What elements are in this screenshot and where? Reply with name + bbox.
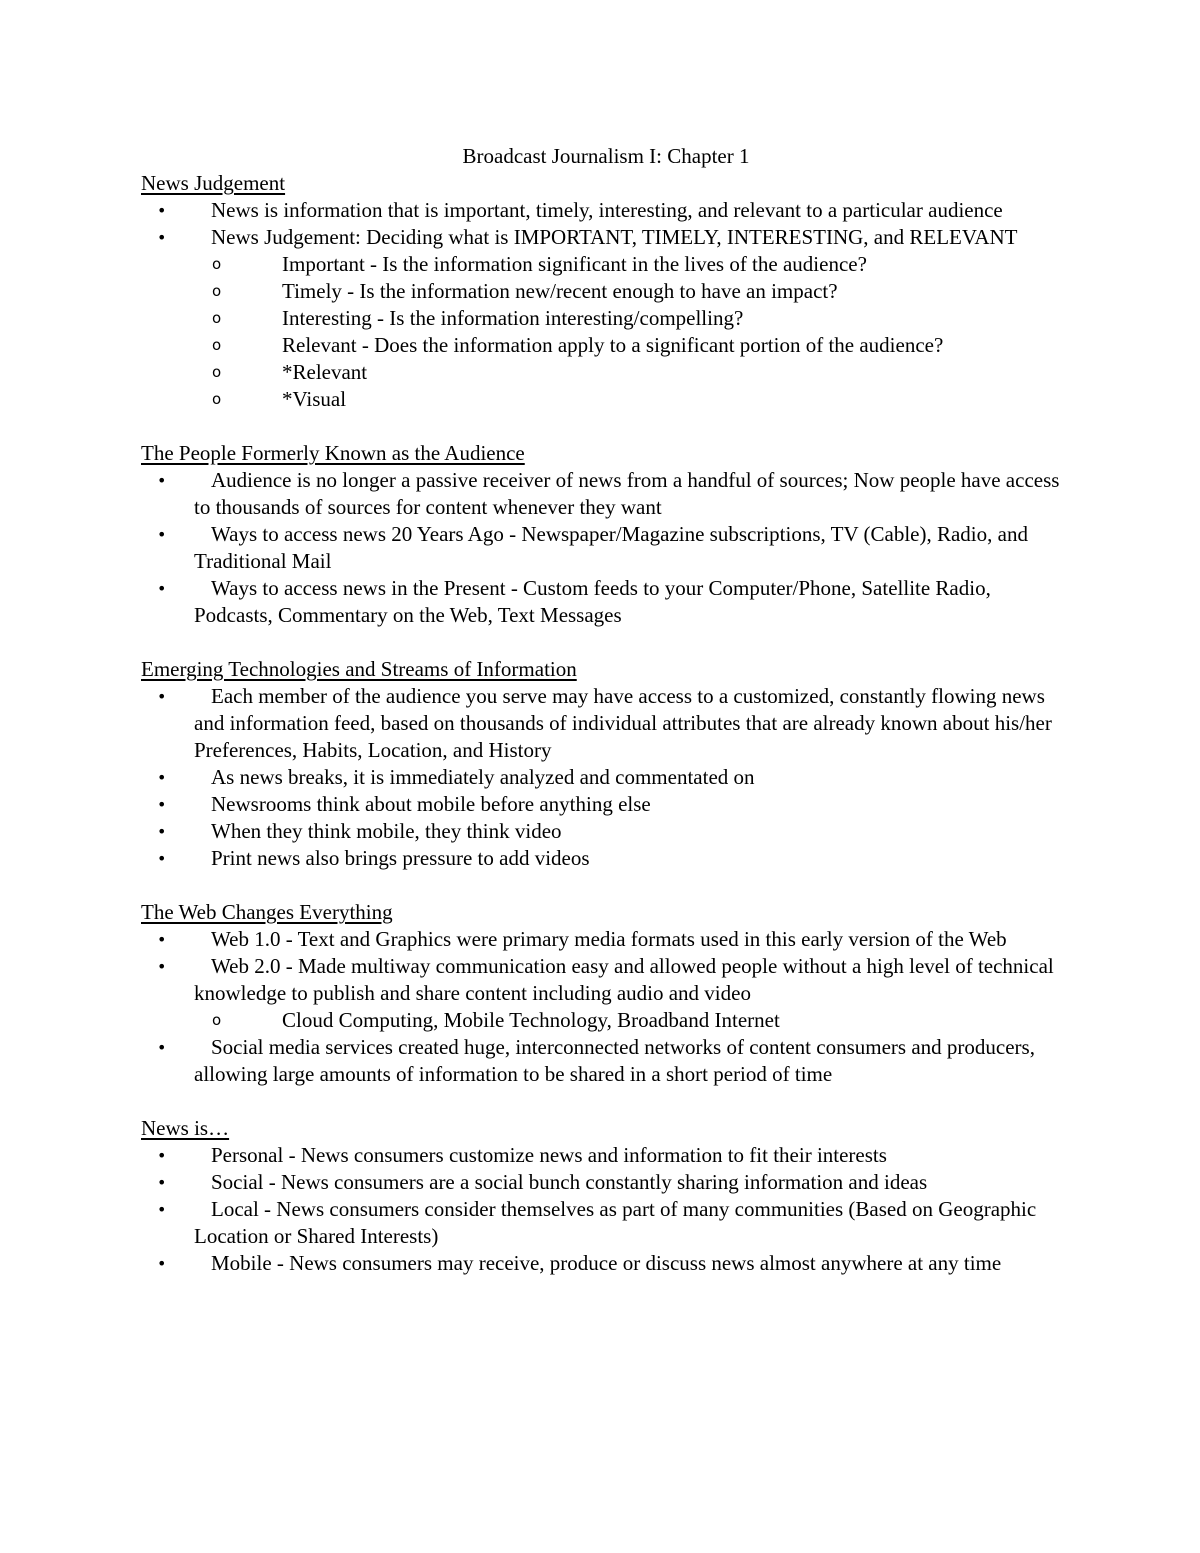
bullet-icon: • xyxy=(157,687,167,706)
list-item-text: As news breaks, it is immediately analyzed and commentated on xyxy=(211,765,755,789)
bullet-icon: • xyxy=(157,228,167,247)
list-item-text: Local - News consumers consider themselves as part of many communities (Based on Geographic Location or Shared Interests) xyxy=(194,1197,1037,1248)
sub-bullet-list xyxy=(194,1007,1071,1034)
list-item xyxy=(141,953,1071,1034)
list-item xyxy=(141,575,1071,629)
bullet-icon: • xyxy=(157,471,167,490)
section xyxy=(141,1115,1071,1277)
sub-list-item xyxy=(141,1007,1071,1034)
list-item xyxy=(141,1034,1071,1088)
section xyxy=(141,899,1071,1088)
bullet-icon: • xyxy=(157,957,167,976)
sub-list-item-text: Timely - Is the information new/recent enough to have an impact? xyxy=(282,279,838,303)
bullet-icon: • xyxy=(157,579,167,598)
bullet-list xyxy=(141,683,1071,872)
sub-list-item-text: *Visual xyxy=(282,387,347,411)
sub-list-item-text: Relevant - Does the information apply to a significant portion of the audience? xyxy=(282,333,944,357)
section xyxy=(141,440,1071,629)
sub-list-item-text: *Relevant xyxy=(282,360,368,384)
sub-list-item xyxy=(141,251,1071,278)
bullet-icon: • xyxy=(157,930,167,949)
sub-list-item-text: Cloud Computing, Mobile Technology, Broadband Internet xyxy=(282,1008,780,1032)
sub-list-item xyxy=(141,332,1071,359)
section-heading: The People Formerly Known as the Audience xyxy=(141,441,525,465)
list-item xyxy=(141,521,1071,575)
list-item xyxy=(141,791,1071,818)
circle-bullet-icon: o xyxy=(212,363,222,381)
list-item-text: News Judgement: Deciding what is IMPORTANT, TIMELY, INTERESTING, and RELEVANT xyxy=(211,225,1018,249)
list-item xyxy=(141,818,1071,845)
section xyxy=(141,170,1071,413)
circle-bullet-icon: o xyxy=(212,255,222,273)
list-item-text: Social - News consumers are a social bunch constantly sharing information and ideas xyxy=(211,1170,928,1194)
list-item-text: Newsrooms think about mobile before anything else xyxy=(211,792,651,816)
list-item-text: Ways to access news in the Present - Custom feeds to your Computer/Phone, Satellite Radio, Podcasts, Commentary on the Web, Text Messages xyxy=(194,576,991,627)
circle-bullet-icon: o xyxy=(212,336,222,354)
list-item-text: Personal - News consumers customize news and information to fit their interests xyxy=(211,1143,887,1167)
list-item-text: Print news also brings pressure to add videos xyxy=(211,846,590,870)
list-item xyxy=(141,845,1071,872)
list-item-text: Social media services created huge, interconnected networks of content consumers and producers, allowing large amounts of information to be shared in a short period of time xyxy=(194,1035,1035,1086)
sub-list-item-text: Interesting - Is the information interesting/compelling? xyxy=(282,306,744,330)
document-body xyxy=(141,143,1071,1277)
section-heading: News Judgement xyxy=(141,171,286,195)
section-heading: The Web Changes Everything xyxy=(141,900,393,924)
list-item xyxy=(141,1250,1071,1277)
bullet-icon: • xyxy=(157,201,167,220)
list-item xyxy=(141,224,1071,413)
list-item xyxy=(141,764,1071,791)
list-item xyxy=(141,1142,1071,1169)
list-item xyxy=(141,683,1071,764)
circle-bullet-icon: o xyxy=(212,390,222,408)
sub-bullet-list xyxy=(194,251,1071,413)
bullet-icon: • xyxy=(157,768,167,787)
circle-bullet-icon: o xyxy=(212,1011,222,1029)
section-heading: Emerging Technologies and Streams of Information xyxy=(141,657,577,681)
bullet-icon: • xyxy=(157,1173,167,1192)
bullet-icon: • xyxy=(157,1038,167,1057)
section-heading: News is… xyxy=(141,1116,230,1140)
section xyxy=(141,656,1071,872)
list-item xyxy=(141,1169,1071,1196)
bullet-icon: • xyxy=(157,795,167,814)
bullet-list xyxy=(141,467,1071,629)
list-item xyxy=(141,926,1071,953)
bullet-icon: • xyxy=(157,822,167,841)
sub-list-item xyxy=(141,278,1071,305)
bullet-list xyxy=(141,197,1071,413)
list-item-text: When they think mobile, they think video xyxy=(211,819,562,843)
sub-list-item xyxy=(141,305,1071,332)
sub-list-item xyxy=(141,359,1071,386)
circle-bullet-icon: o xyxy=(212,282,222,300)
bullet-list xyxy=(141,1142,1071,1277)
sections-container xyxy=(141,170,1071,1277)
list-item xyxy=(141,1196,1071,1250)
bullet-icon: • xyxy=(157,1254,167,1273)
sub-list-item-text: Important - Is the information significant in the lives of the audience? xyxy=(282,252,867,276)
list-item-text: Audience is no longer a passive receiver of news from a handful of sources; Now people have access to thousands of sources for content whenever they want xyxy=(194,468,1060,519)
circle-bullet-icon: o xyxy=(212,309,222,327)
bullet-icon: • xyxy=(157,1200,167,1219)
list-item xyxy=(141,467,1071,521)
list-item-text: Each member of the audience you serve may have access to a customized, constantly flowing news and information feed, based on thousands of individual attributes that are already known about his/her Preferences, Habits, Location, and History xyxy=(194,684,1052,762)
list-item-text: Mobile - News consumers may receive, produce or discuss news almost anywhere at any time xyxy=(211,1251,1002,1275)
bullet-icon: • xyxy=(157,525,167,544)
list-item-text: Web 1.0 - Text and Graphics were primary media formats used in this early version of the Web xyxy=(211,927,1007,951)
bullet-icon: • xyxy=(157,849,167,868)
list-item-text: News is information that is important, timely, interesting, and relevant to a particular audience xyxy=(211,198,1003,222)
list-item xyxy=(141,197,1071,224)
document-title: Broadcast Journalism I: Chapter 1 xyxy=(462,144,750,168)
list-item-text: Ways to access news 20 Years Ago - Newspaper/Magazine subscriptions, TV (Cable), Radio, and Traditional Mail xyxy=(194,522,1028,573)
sub-list-item xyxy=(141,386,1071,413)
list-item-text: Web 2.0 - Made multiway communication easy and allowed people without a high level of technical knowledge to publish and share content including audio and video xyxy=(194,954,1054,1005)
bullet-list xyxy=(141,926,1071,1088)
bullet-icon: • xyxy=(157,1146,167,1165)
